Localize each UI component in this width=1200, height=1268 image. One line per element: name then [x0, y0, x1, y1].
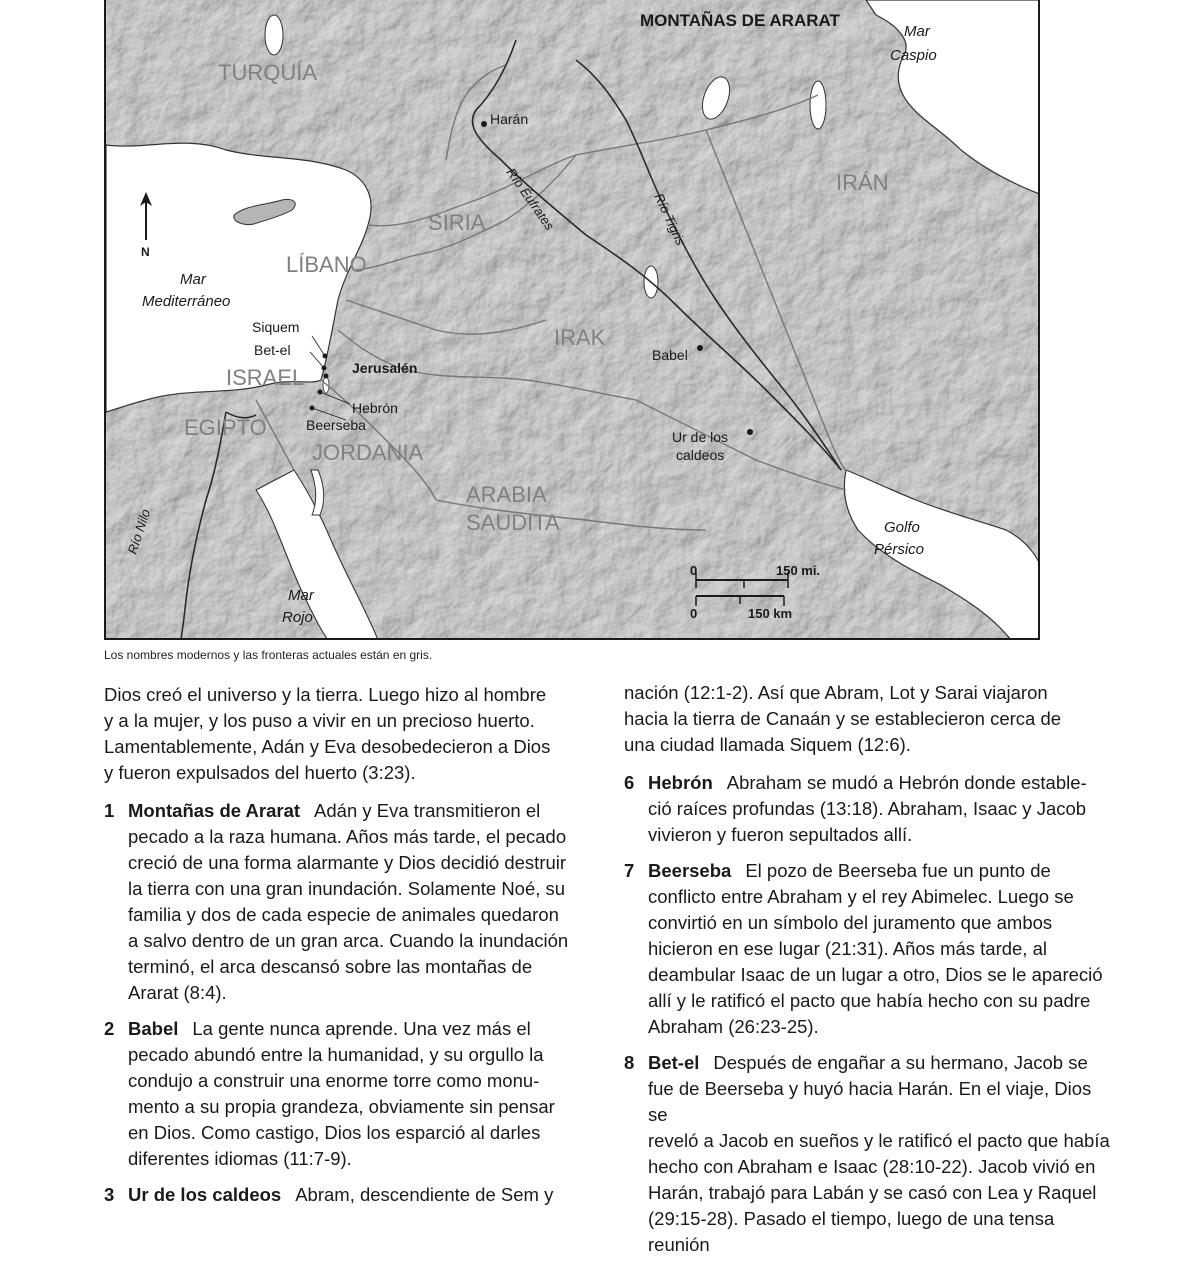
- entry-line: deambular Isaac de un lugar a otro, Dios se le apareció: [648, 964, 1103, 985]
- entry-ararat: [104, 798, 574, 1006]
- entry-betel: [624, 1050, 1110, 1258]
- entry-line: reveló a Jacob en sueños y le ratificó el pacto que había: [648, 1130, 1110, 1151]
- cont-line: una ciudad llamada Siquem (12:6).: [624, 734, 911, 755]
- entry-title: Hebrón: [648, 772, 713, 793]
- entry-line: convirtió en un símbolo del juramento que ambos: [648, 912, 1053, 933]
- label-lebanon: LÍBANO: [286, 252, 367, 277]
- right-column: [624, 680, 1110, 1268]
- entry-line: Abraham se mudó a Hebrón donde estable-: [726, 772, 1087, 793]
- intro-line: y a la mujer, y los puso a vivir en un precioso huerto.: [104, 710, 535, 731]
- continued-paragraph: [624, 680, 1110, 758]
- entry-line: Abraham (26:23-25).: [648, 1016, 819, 1037]
- entry-line: Después de engañar a su hermano, Jacob se: [713, 1052, 1088, 1073]
- entry-ur: [104, 1182, 574, 1208]
- entry-line: condujo a construir una enorme torre como monu-: [128, 1070, 540, 1091]
- lake-urmia: [810, 81, 826, 129]
- entry-line: Adán y Eva transmitieron el: [314, 800, 541, 821]
- left-column: [104, 682, 574, 1218]
- entry-hebron: [624, 770, 1110, 848]
- entry-number: 1: [104, 800, 115, 821]
- entry-number: 3: [104, 1184, 115, 1205]
- scale-km: 150 km: [748, 606, 793, 621]
- entry-number: 2: [104, 1018, 115, 1039]
- scale-zero-bottom: 0: [690, 606, 698, 621]
- entry-number: 8: [624, 1052, 635, 1073]
- entry-title: Montañas de Ararat: [128, 800, 301, 821]
- label-ararat: MONTAÑAS DE ARARAT: [640, 11, 840, 30]
- label-jerusalem: Jerusalén: [352, 360, 418, 376]
- scale-zero-top: 0: [690, 563, 698, 578]
- relief-map: [106, 0, 1040, 640]
- entry-line: Harán, trabajó para Labán y se casó con Lea y Raquel: [648, 1182, 1097, 1203]
- label-ur-2: caldeos: [676, 447, 725, 463]
- label-egypt: EGIPTO: [184, 415, 267, 440]
- entry-babel: [104, 1016, 574, 1172]
- cont-line: nación (12:1-2). Así que Abram, Lot y Sarai viajaron: [624, 682, 1048, 703]
- label-saudita: SAUDITA: [466, 510, 560, 535]
- entry-line: creció de una forma alarmante y Dios decidió destruir: [128, 852, 567, 873]
- entry-line: Ararat (8:4).: [128, 982, 227, 1003]
- entry-title: Babel: [128, 1018, 179, 1039]
- label-north: N: [141, 245, 150, 259]
- entry-line: la tierra con una gran inundación. Solamente Noé, su: [128, 878, 566, 899]
- entry-line: conflicto entre Abraham y el rey Abimelec. Luego se: [648, 886, 1074, 907]
- entry-line: diferentes idiomas (11:7-9).: [128, 1148, 352, 1169]
- entry-title: Bet-el: [648, 1052, 700, 1073]
- label-arabia: ARABIA: [466, 482, 547, 507]
- label-turkey: TURQUÍA: [218, 60, 317, 85]
- label-iraq: IRAK: [554, 325, 606, 350]
- entry-line: pecado a la raza humana. Años más tarde, el pecado: [128, 826, 567, 847]
- cont-line: hacia la tierra de Canaán y se establecieron cerca de: [624, 708, 1062, 729]
- label-med-1: Mar: [180, 271, 206, 288]
- label-med-2: Mediterráneo: [142, 293, 231, 310]
- entry-line: Abram, descendiente de Sem y: [295, 1184, 554, 1205]
- label-gulf-1: Golfo: [884, 519, 920, 536]
- label-babel: Babel: [652, 347, 688, 363]
- entry-line: a salvo dentro de un gran arca. Cuando la inundación: [128, 930, 569, 951]
- label-caspian-1: Mar: [904, 23, 930, 40]
- entry-line: vivieron y fueron sepultados allí.: [648, 824, 913, 845]
- city-dot-jerusalem: [324, 374, 329, 379]
- city-dot-ur: [747, 429, 753, 435]
- label-siquem: Siquem: [252, 319, 300, 335]
- label-haran: Harán: [490, 111, 529, 127]
- entry-number: 7: [624, 860, 635, 881]
- label-red-1: Mar: [288, 587, 314, 604]
- label-hebron: Hebrón: [352, 400, 398, 416]
- entry-line: en Dios. Como castigo, Dios los esparció al darles: [128, 1122, 541, 1143]
- label-nile: Río Nilo: [124, 507, 154, 556]
- label-tigris: Río Tigris: [651, 190, 689, 248]
- entry-line: ció raíces profundas (13:18). Abraham, Isaac y Jacob: [648, 798, 1087, 819]
- label-betel: Bet-el: [254, 342, 291, 358]
- entry-line: hicieron en ese lugar (21:31). Años más tarde, al: [648, 938, 1048, 959]
- city-dot-babel: [697, 345, 703, 351]
- entry-line: hecho con Abraham e Isaac (28:10-22). Jacob vivió en: [648, 1156, 1096, 1177]
- entry-line: pecado abundó entre la humanidad, y su orgullo la: [128, 1044, 544, 1065]
- scale-miles: 150 mi.: [776, 563, 821, 578]
- label-beerseba: Beerseba: [306, 417, 366, 433]
- label-red-2: Rojo: [282, 609, 313, 626]
- intro-line: y fueron expulsados del huerto (3:23).: [104, 762, 416, 783]
- entry-line: fue de Beerseba y huyó hacia Harán. En el viaje, Dios se: [648, 1078, 1092, 1125]
- entry-title: Beerseba: [648, 860, 732, 881]
- label-syria: SIRIA: [428, 210, 486, 235]
- entry-line: mento a su propia grandeza, obviamente sin pensar: [128, 1096, 555, 1117]
- label-caspian-2: Caspio: [890, 47, 937, 64]
- label-euphrates: Río Éufrates: [503, 165, 558, 233]
- map: [104, 0, 1040, 640]
- intro-line: Dios creó el universo y la tierra. Luego hizo al hombre: [104, 684, 547, 705]
- label-iran: IRÁN: [836, 170, 889, 195]
- label-jordan: JORDANIA: [312, 440, 424, 465]
- entry-line: allí y le ratificó el pacto que había hecho con su padre: [648, 990, 1091, 1011]
- intro-line: Lamentablemente, Adán y Eva desobedecieron a Dios: [104, 736, 551, 757]
- entry-line: familia y dos de cada especie de animales quedaron: [128, 904, 559, 925]
- city-dot-haran: [481, 121, 487, 127]
- lake-tuz: [265, 15, 283, 55]
- entry-title: Ur de los caldeos: [128, 1184, 282, 1205]
- label-gulf-2: Pérsico: [874, 541, 925, 558]
- intro-paragraph: [104, 682, 574, 786]
- entry-line: El pozo de Beerseba fue un punto de: [745, 860, 1051, 881]
- entry-number: 6: [624, 772, 635, 793]
- entry-line: terminó, el arca descansó sobre las montañas de: [128, 956, 533, 977]
- entry-beerseba: [624, 858, 1110, 1040]
- map-caption: Los nombres modernos y las fronteras actuales están en gris.: [104, 648, 433, 662]
- entry-line: La gente nunca aprende. Una vez más el: [192, 1018, 531, 1039]
- entry-line: (29:15-28). Pasado el tiempo, luego de una tensa reunión: [648, 1208, 1055, 1255]
- label-ur-1: Ur de los: [672, 429, 729, 445]
- label-israel: ISRAEL: [226, 365, 305, 390]
